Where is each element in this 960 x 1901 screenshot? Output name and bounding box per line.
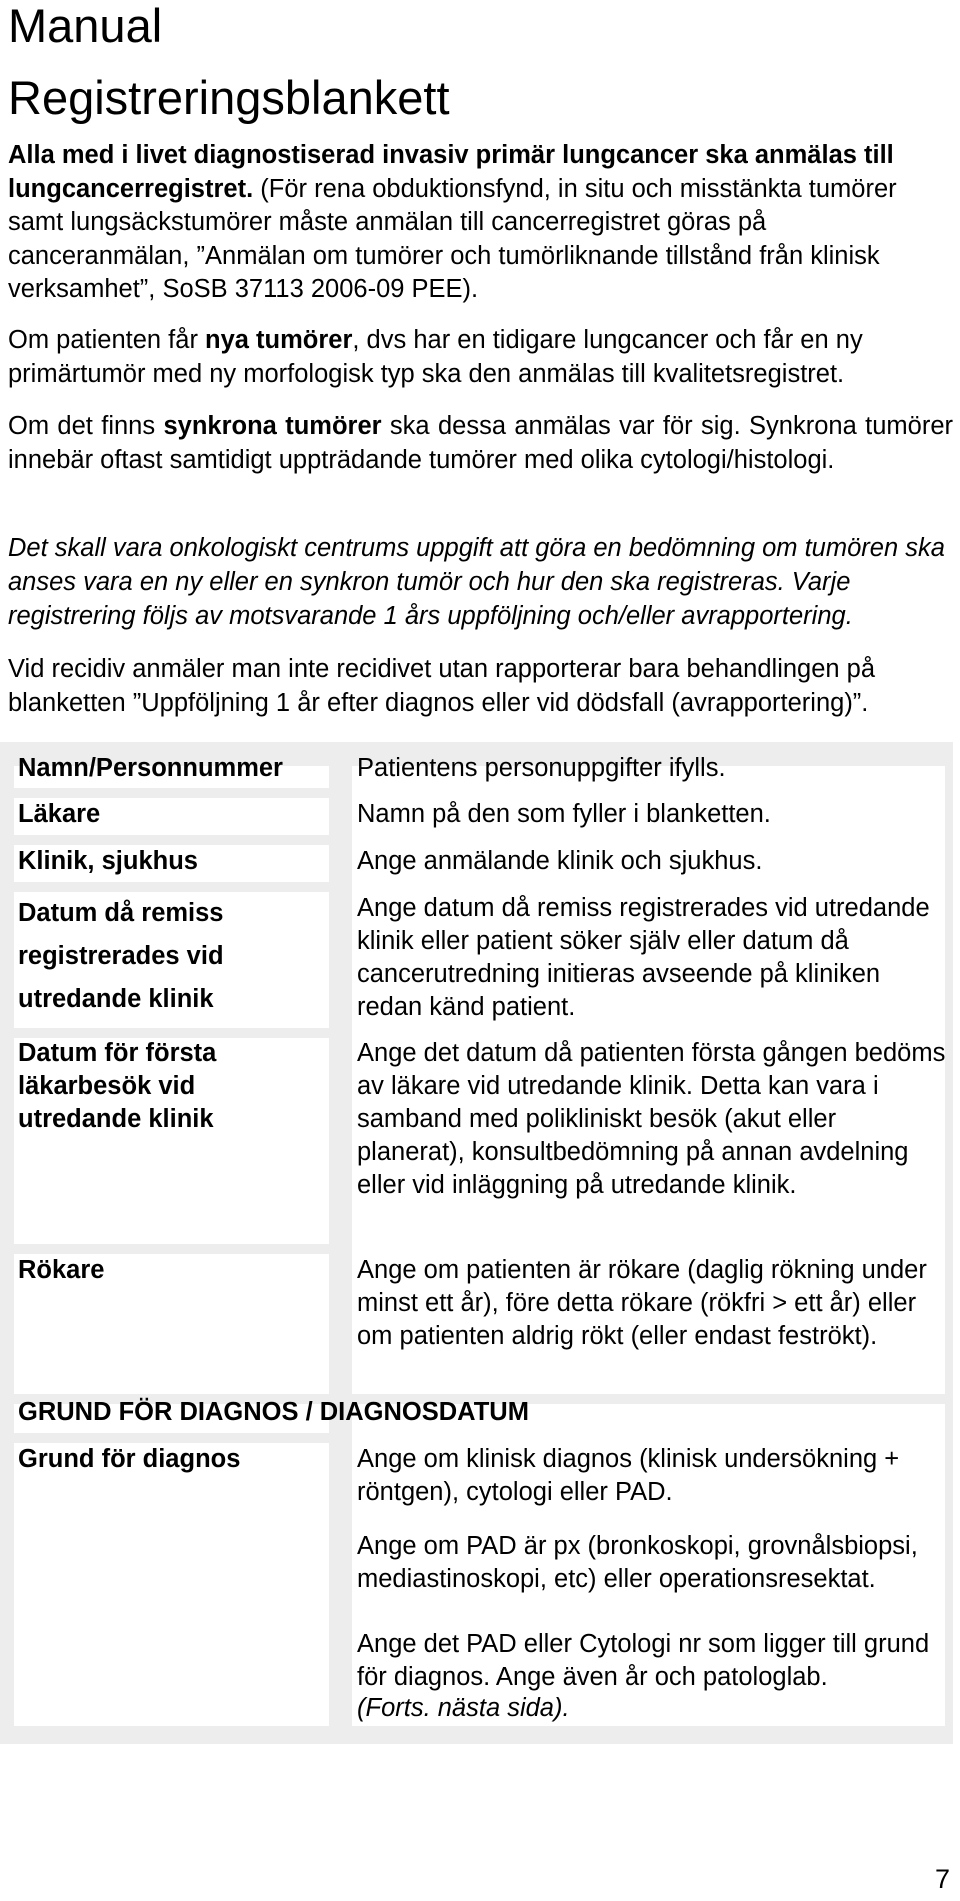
page-subtitle: Registreringsblankett bbox=[8, 71, 450, 124]
recurrence-note-paragraph: Vid recidiv anmäler man inte recidivet utan rapporterar bara behandlingen på blanketten ”Uppföljning 1 år efter diagnos eller vid dödsfall (avrapportering)”. bbox=[8, 655, 876, 717]
continued-next-page-note: (Forts. nästa sida). bbox=[357, 1694, 570, 1722]
page-number: 7 bbox=[935, 1864, 951, 1894]
field-label-referral-date: Datum då remiss registrerades vid utredande klinik bbox=[18, 899, 224, 1013]
oncology-note-text: Det skall vara onkologiskt centrums uppgift att göra en bedömning om tumören ska anses vara en ny eller en synkron tumör och hur den ska registreras. Varje registrering följs av motsvarande 1 års uppföljning och/eller avrapportering. bbox=[8, 534, 945, 630]
page-title: Manual bbox=[8, 0, 163, 52]
section-heading-diagnosis: GRUND FÖR DIAGNOS / DIAGNOSDATUM bbox=[18, 1398, 529, 1426]
intro-text: (För rena obduktionsfynd, in situ och misstänkta tumörer samt lungsäckstumörer måste anmälan till cancerregistret göras på canceranmälan, ”Anmälan om tumörer och tumörliknande tillstånd från klinisk verksamhet”, SoSB 37113 2006-09 PEE). bbox=[8, 174, 897, 303]
table-border-left bbox=[0, 742, 14, 1744]
field-description-first-physician-visit: Ange det datum då patienten första gången bedöms av läkare vid utredande klinik. Detta kan vara i samband med polikliniskt besök (akut eller planerat), konsultbedömning på annan avdelning eller vid inläggning på utredande klinik. bbox=[357, 1039, 946, 1199]
oncology-note-paragraph bbox=[8, 531, 953, 633]
table-row-gap bbox=[14, 1433, 330, 1443]
field-description-clinic-hospital: Ange anmälande klinik och sjukhus. bbox=[357, 847, 763, 875]
table-border-bottom bbox=[0, 1726, 952, 1744]
field-label-diagnosis-basis: Grund för diagnos bbox=[18, 1445, 241, 1473]
table-row-gap bbox=[14, 788, 330, 798]
field-label-name-personal-number: Namn/Personnummer bbox=[18, 754, 283, 782]
new-tumors-paragraph bbox=[8, 323, 953, 391]
intro-bold-text: Alla med i livet diagnostiserad invasiv primär lungcancer ska anmälas till lungcancerregistret. bbox=[8, 141, 894, 203]
sync-tumors-post: ska dessa anmälas var för sig. Synkrona tumörer innebär oftast samtidigt uppträdande tumörer med olika cytologi/histologi. bbox=[8, 412, 953, 474]
intro-paragraph bbox=[8, 139, 953, 307]
sync-tumors-pre: Om det finns bbox=[8, 412, 164, 440]
field-description-physician: Namn på den som fyller i blanketten. bbox=[357, 800, 771, 828]
field-label-first-physician-visit: Datum för första läkarbesök vid utredande klinik bbox=[18, 1039, 217, 1133]
field-description-referral-date: Ange datum då remiss registrerades vid utredande klinik eller patient söker själv eller datum då cancerutredning initieras avseende på kliniken redan känd patient. bbox=[357, 894, 930, 1021]
table-row-gap bbox=[14, 835, 330, 845]
sync-tumors-bold: synkrona tumörer bbox=[163, 412, 382, 440]
field-description-name-personal-number: Patientens personuppgifter ifylls. bbox=[357, 754, 726, 782]
table-row-gap bbox=[14, 882, 330, 892]
field-label-smoker: Rökare bbox=[18, 1256, 105, 1284]
field-label-clinic-hospital: Klinik, sjukhus bbox=[18, 847, 198, 875]
table-row-gap bbox=[14, 1244, 330, 1254]
table-column-divider bbox=[329, 742, 352, 1744]
field-label-physician: Läkare bbox=[18, 800, 101, 828]
field-description-pad-type: Ange om PAD är px (bronkoskopi, grovnålsbiopsi, mediastinoskopi, etc) eller operationsresektat. bbox=[357, 1532, 918, 1593]
field-description-diagnosis-basis: Ange om klinisk diagnos (klinisk undersökning + röntgen), cytologi eller PAD. bbox=[357, 1445, 900, 1506]
new-tumors-pre: Om patienten får bbox=[8, 326, 206, 354]
new-tumors-post: , dvs har en tidigare lungcancer och får en ny primärtumör med ny morfologisk typ ska den anmälas till kvalitetsregistret. bbox=[8, 326, 863, 388]
field-description-smoker: Ange om patienten är rökare (daglig rökning under minst ett år), före detta rökare (rökfri > ett år) eller om patienten aldrig rökt (eller endast feströkt). bbox=[357, 1256, 927, 1350]
new-tumors-bold: nya tumörer bbox=[205, 326, 353, 354]
synchronous-tumors-paragraph bbox=[8, 409, 953, 477]
field-description-pad-number: Ange det PAD eller Cytologi nr som ligger till grund för diagnos. Ange även år och patologlab. bbox=[357, 1630, 930, 1691]
